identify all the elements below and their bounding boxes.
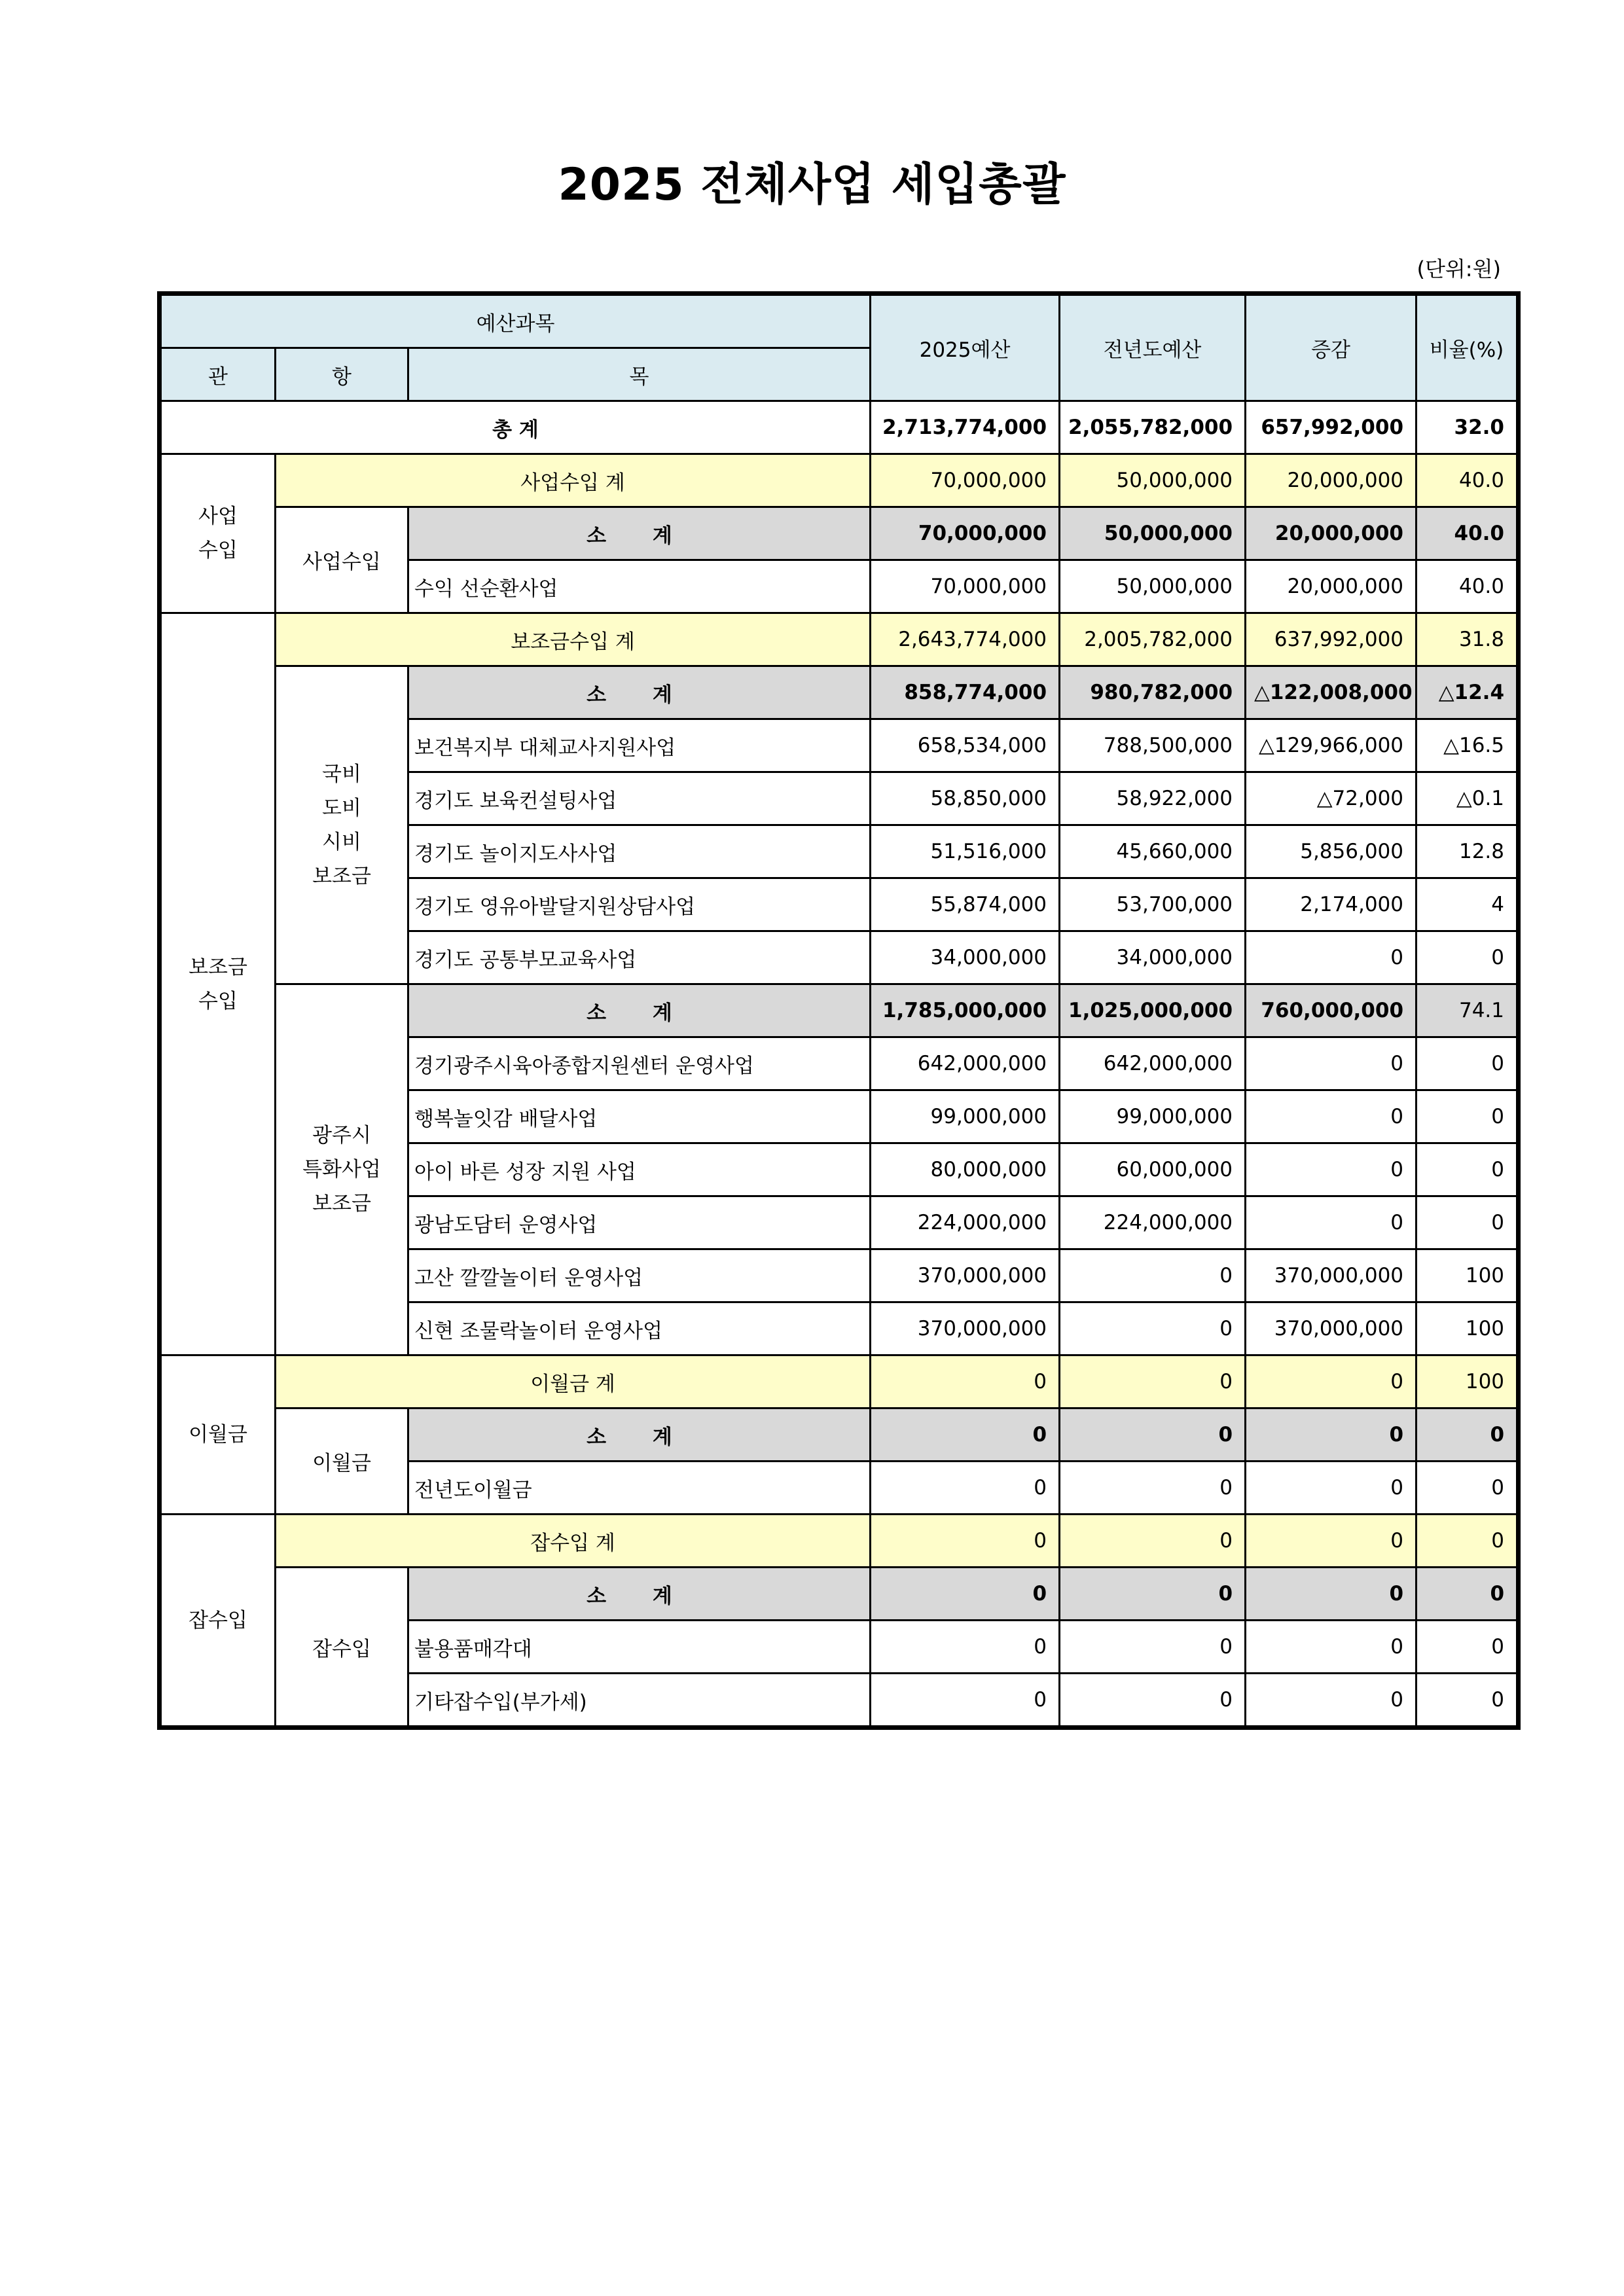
cell-ratio: 0 <box>1416 1408 1519 1462</box>
header-ratio: 비율(%) <box>1416 294 1519 401</box>
header-change: 증감 <box>1246 294 1416 401</box>
cell-budget-2025: 0 <box>871 1462 1060 1515</box>
cell-budget-2025: 0 <box>871 1621 1060 1674</box>
cell-budget-2025: 0 <box>871 1355 1060 1408</box>
cell-ratio: 100 <box>1416 1355 1519 1408</box>
subtotal-row <box>160 507 1519 560</box>
section-total-row <box>160 613 1519 666</box>
header-hang: 항 <box>276 348 408 401</box>
cell-ratio: △16.5 <box>1416 719 1519 772</box>
subtotal-row <box>160 984 1519 1037</box>
cell-change: 0 <box>1246 1196 1416 1249</box>
cell-change: △122,008,000 <box>1246 666 1416 719</box>
mok-label: 고산 깔깔놀이터 운영사업 <box>408 1249 871 1302</box>
grand-total-budget-2025: 2,713,774,000 <box>871 401 1060 454</box>
gwan-label-line: 보조금 <box>189 955 247 979</box>
cell-change: △129,966,000 <box>1246 719 1416 772</box>
cell-budget-2025: 55,874,000 <box>871 878 1060 931</box>
cell-change: 0 <box>1246 1462 1416 1515</box>
cell-budget-2025: 370,000,000 <box>871 1249 1060 1302</box>
cell-budget-2025: 224,000,000 <box>871 1196 1060 1249</box>
cell-budget-2025: 99,000,000 <box>871 1090 1060 1143</box>
hang-label: 사업수입 <box>276 507 408 613</box>
cell-change: 760,000,000 <box>1246 984 1416 1037</box>
gwan-label-line: 수입 <box>198 989 238 1013</box>
cell-ratio: 74.1 <box>1416 984 1519 1037</box>
cell-budget-prev: 99,000,000 <box>1060 1090 1246 1143</box>
mok-label: 기타잡수입(부가세) <box>408 1674 871 1728</box>
hang-label <box>276 984 408 1355</box>
cell-ratio: 4 <box>1416 878 1519 931</box>
cell-budget-prev: 980,782,000 <box>1060 666 1246 719</box>
section-total-row <box>160 454 1519 507</box>
cell-budget-prev: 2,005,782,000 <box>1060 613 1246 666</box>
subtotal-row <box>160 1408 1519 1462</box>
grand-total-row <box>160 401 1519 454</box>
cell-ratio: 0 <box>1416 1568 1519 1621</box>
cell-budget-prev: 50,000,000 <box>1060 454 1246 507</box>
cell-budget-prev: 788,500,000 <box>1060 719 1246 772</box>
grand-total-label: 총 계 <box>160 401 871 454</box>
cell-ratio: △12.4 <box>1416 666 1519 719</box>
unit-label: (단위:원) <box>1416 257 1501 281</box>
revenue-summary-table <box>157 291 1521 1730</box>
cell-change: 0 <box>1246 1037 1416 1090</box>
cell-change: 0 <box>1246 1408 1416 1462</box>
cell-ratio: 100 <box>1416 1249 1519 1302</box>
subtotal-label: 소 계 <box>408 1568 871 1621</box>
cell-budget-2025: 51,516,000 <box>871 825 1060 878</box>
cell-change: 20,000,000 <box>1246 507 1416 560</box>
cell-change: 0 <box>1246 1143 1416 1196</box>
cell-budget-2025: 0 <box>871 1568 1060 1621</box>
gwan-label-line: 사업 <box>198 505 238 528</box>
gwan-label <box>160 454 276 613</box>
cell-budget-2025: 858,774,000 <box>871 666 1060 719</box>
cell-budget-2025: 642,000,000 <box>871 1037 1060 1090</box>
cell-budget-prev: 0 <box>1060 1621 1246 1674</box>
section-total-label: 보조금수입 계 <box>276 613 871 666</box>
header-budget-subject: 예산과목 <box>160 294 871 348</box>
cell-budget-prev: 224,000,000 <box>1060 1196 1246 1249</box>
mok-label: 신현 조물락놀이터 운영사업 <box>408 1302 871 1355</box>
cell-change: 0 <box>1246 1515 1416 1568</box>
cell-budget-prev: 45,660,000 <box>1060 825 1246 878</box>
cell-ratio: 100 <box>1416 1302 1519 1355</box>
cell-change: 0 <box>1246 1090 1416 1143</box>
cell-ratio: 0 <box>1416 1090 1519 1143</box>
mok-label: 경기도 영유아발달지원상담사업 <box>408 878 871 931</box>
mok-label: 수익 선순환사업 <box>408 560 871 613</box>
mok-label: 경기도 공통부모교육사업 <box>408 931 871 984</box>
section-total-row <box>160 1515 1519 1568</box>
gwan-label-line: 이월금 <box>189 1423 247 1446</box>
mok-label: 행복놀잇감 배달사업 <box>408 1090 871 1143</box>
hang-label <box>276 666 408 984</box>
cell-budget-2025: 2,643,774,000 <box>871 613 1060 666</box>
mok-label: 아이 바른 성장 지원 사업 <box>408 1143 871 1196</box>
cell-budget-prev: 0 <box>1060 1568 1246 1621</box>
cell-budget-prev: 0 <box>1060 1355 1246 1408</box>
cell-ratio: 40.0 <box>1416 507 1519 560</box>
cell-ratio: 40.0 <box>1416 560 1519 613</box>
header-row <box>160 294 1519 348</box>
cell-budget-prev: 0 <box>1060 1462 1246 1515</box>
hang-label: 이월금 <box>276 1408 408 1515</box>
mok-label: 경기도 놀이지도사사업 <box>408 825 871 878</box>
mok-label: 보건복지부 대체교사지원사업 <box>408 719 871 772</box>
mok-label: 광남도담터 운영사업 <box>408 1196 871 1249</box>
gwan-label-line: 잡수입 <box>189 1608 247 1632</box>
cell-change: 2,174,000 <box>1246 878 1416 931</box>
cell-ratio: 0 <box>1416 1037 1519 1090</box>
cell-ratio: 0 <box>1416 931 1519 984</box>
cell-change: 637,992,000 <box>1246 613 1416 666</box>
cell-change: 0 <box>1246 1674 1416 1728</box>
cell-change: △72,000 <box>1246 772 1416 825</box>
mok-label: 경기도 보육컨설팅사업 <box>408 772 871 825</box>
subtotal-label: 소 계 <box>408 984 871 1037</box>
cell-change: 20,000,000 <box>1246 560 1416 613</box>
cell-budget-prev: 1,025,000,000 <box>1060 984 1246 1037</box>
cell-ratio: 40.0 <box>1416 454 1519 507</box>
cell-budget-2025: 80,000,000 <box>871 1143 1060 1196</box>
mok-label: 불용품매각대 <box>408 1621 871 1674</box>
cell-budget-prev: 50,000,000 <box>1060 507 1246 560</box>
cell-budget-prev: 642,000,000 <box>1060 1037 1246 1090</box>
grand-total-budget-prev: 2,055,782,000 <box>1060 401 1246 454</box>
cell-budget-2025: 1,785,000,000 <box>871 984 1060 1037</box>
cell-change: 5,856,000 <box>1246 825 1416 878</box>
cell-budget-prev: 50,000,000 <box>1060 560 1246 613</box>
cell-budget-2025: 0 <box>871 1674 1060 1728</box>
cell-change: 370,000,000 <box>1246 1249 1416 1302</box>
grand-total-ratio: 32.0 <box>1416 401 1519 454</box>
hang-label-line: 국비 <box>322 762 361 786</box>
subtotal-row <box>160 666 1519 719</box>
cell-budget-2025: 70,000,000 <box>871 454 1060 507</box>
cell-ratio: 0 <box>1416 1621 1519 1674</box>
cell-ratio: 0 <box>1416 1462 1519 1515</box>
cell-budget-prev: 0 <box>1060 1408 1246 1462</box>
hang-label-line: 보조금 <box>312 864 371 888</box>
cell-ratio: 0 <box>1416 1674 1519 1728</box>
gwan-label-line: 수입 <box>198 539 238 562</box>
cell-ratio: 31.8 <box>1416 613 1519 666</box>
cell-budget-2025: 70,000,000 <box>871 507 1060 560</box>
header-gwan: 관 <box>160 348 276 401</box>
gwan-label <box>160 1515 276 1728</box>
cell-budget-prev: 34,000,000 <box>1060 931 1246 984</box>
gwan-label <box>160 613 276 1355</box>
cell-budget-2025: 58,850,000 <box>871 772 1060 825</box>
hang-label-line: 광주시 <box>312 1124 371 1147</box>
cell-ratio: △0.1 <box>1416 772 1519 825</box>
grand-total-change: 657,992,000 <box>1246 401 1416 454</box>
header-mok: 목 <box>408 348 871 401</box>
subtotal-label: 소 계 <box>408 666 871 719</box>
cell-budget-prev: 0 <box>1060 1249 1246 1302</box>
mok-label: 전년도이월금 <box>408 1462 871 1515</box>
cell-change: 370,000,000 <box>1246 1302 1416 1355</box>
hang-label-line: 특화사업 <box>302 1158 381 1181</box>
subtotal-label: 소 계 <box>408 507 871 560</box>
header-budget-2025: 2025예산 <box>871 294 1060 401</box>
header-budget-prev: 전년도예산 <box>1060 294 1246 401</box>
cell-budget-2025: 34,000,000 <box>871 931 1060 984</box>
hang-label: 잡수입 <box>276 1568 408 1728</box>
section-total-label: 이월금 계 <box>276 1355 871 1408</box>
cell-budget-prev: 0 <box>1060 1302 1246 1355</box>
cell-budget-2025: 0 <box>871 1408 1060 1462</box>
cell-budget-prev: 0 <box>1060 1674 1246 1728</box>
cell-budget-prev: 0 <box>1060 1515 1246 1568</box>
mok-label: 경기광주시육아종합지원센터 운영사업 <box>408 1037 871 1090</box>
cell-ratio: 0 <box>1416 1143 1519 1196</box>
cell-ratio: 0 <box>1416 1515 1519 1568</box>
hang-label-line: 시비 <box>322 830 361 854</box>
section-total-label: 사업수입 계 <box>276 454 871 507</box>
cell-change: 20,000,000 <box>1246 454 1416 507</box>
cell-budget-2025: 658,534,000 <box>871 719 1060 772</box>
gwan-label <box>160 1355 276 1515</box>
cell-ratio: 12.8 <box>1416 825 1519 878</box>
cell-change: 0 <box>1246 1568 1416 1621</box>
cell-change: 0 <box>1246 931 1416 984</box>
cell-budget-2025: 0 <box>871 1515 1060 1568</box>
hang-label-line: 보조금 <box>312 1192 371 1215</box>
cell-budget-prev: 60,000,000 <box>1060 1143 1246 1196</box>
subtotal-label: 소 계 <box>408 1408 871 1462</box>
cell-change: 0 <box>1246 1355 1416 1408</box>
subtotal-row <box>160 1568 1519 1621</box>
page-title: 2025 전체사업 세입총괄 <box>558 159 1066 211</box>
cell-budget-prev: 53,700,000 <box>1060 878 1246 931</box>
cell-budget-prev: 58,922,000 <box>1060 772 1246 825</box>
hang-label-line: 도비 <box>322 796 361 820</box>
cell-budget-2025: 70,000,000 <box>871 560 1060 613</box>
cell-ratio: 0 <box>1416 1196 1519 1249</box>
cell-change: 0 <box>1246 1621 1416 1674</box>
section-total-row <box>160 1355 1519 1408</box>
cell-budget-2025: 370,000,000 <box>871 1302 1060 1355</box>
section-total-label: 잡수입 계 <box>276 1515 871 1568</box>
